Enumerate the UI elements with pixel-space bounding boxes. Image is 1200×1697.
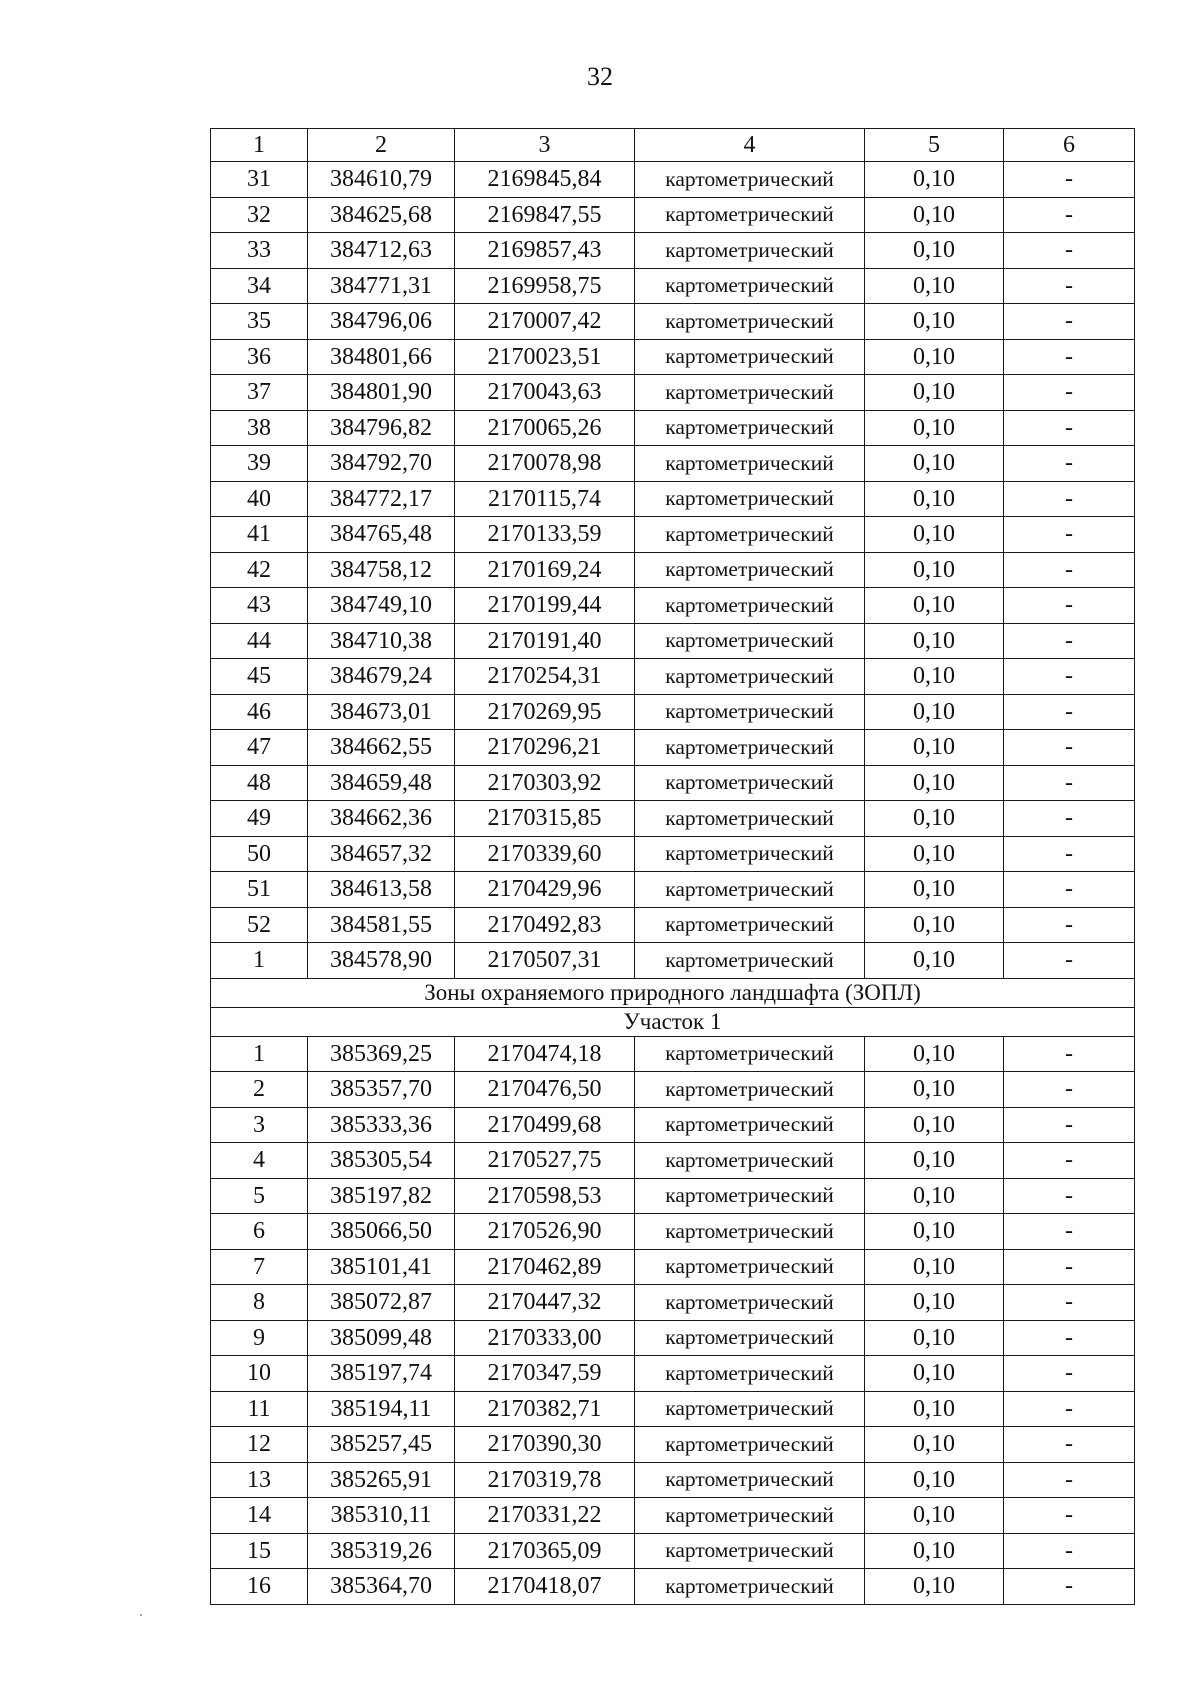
note-cell: - — [1004, 801, 1135, 837]
x-coordinate-cell: 384765,48 — [308, 517, 455, 553]
note-cell: - — [1004, 1178, 1135, 1214]
accuracy-cell: 0,10 — [865, 304, 1004, 340]
subsection-title-row — [211, 1007, 1135, 1036]
table-row — [211, 517, 1135, 553]
point-number-cell: 45 — [211, 659, 308, 695]
method-cell: картометрический — [635, 1391, 865, 1427]
header-cell-3: 3 — [455, 129, 635, 162]
accuracy-cell: 0,10 — [865, 197, 1004, 233]
x-coordinate-cell: 384581,55 — [308, 907, 455, 943]
y-coordinate-cell: 2170319,78 — [455, 1462, 635, 1498]
table-row — [211, 1462, 1135, 1498]
header-cell-4: 4 — [635, 129, 865, 162]
note-cell: - — [1004, 481, 1135, 517]
note-cell: - — [1004, 943, 1135, 979]
accuracy-cell: 0,10 — [865, 907, 1004, 943]
accuracy-cell: 0,10 — [865, 1320, 1004, 1356]
note-cell: - — [1004, 1391, 1135, 1427]
x-coordinate-cell: 385333,36 — [308, 1107, 455, 1143]
point-number-cell: 38 — [211, 410, 308, 446]
x-coordinate-cell: 384772,17 — [308, 481, 455, 517]
table-row — [211, 730, 1135, 766]
x-coordinate-cell: 384792,70 — [308, 446, 455, 482]
point-number-cell: 11 — [211, 1391, 308, 1427]
x-coordinate-cell: 384578,90 — [308, 943, 455, 979]
point-number-cell: 46 — [211, 694, 308, 730]
method-cell: картометрический — [635, 1462, 865, 1498]
x-coordinate-cell: 385197,82 — [308, 1178, 455, 1214]
y-coordinate-cell: 2170191,40 — [455, 623, 635, 659]
y-coordinate-cell: 2170527,75 — [455, 1143, 635, 1179]
note-cell: - — [1004, 623, 1135, 659]
x-coordinate-cell: 384662,55 — [308, 730, 455, 766]
note-cell: - — [1004, 1107, 1135, 1143]
x-coordinate-cell: 385101,41 — [308, 1249, 455, 1285]
note-cell: - — [1004, 1462, 1135, 1498]
x-coordinate-cell: 384749,10 — [308, 588, 455, 624]
method-cell: картометрический — [635, 410, 865, 446]
accuracy-cell: 0,10 — [865, 801, 1004, 837]
accuracy-cell: 0,10 — [865, 446, 1004, 482]
x-coordinate-cell: 384712,63 — [308, 233, 455, 269]
table-row — [211, 659, 1135, 695]
note-cell: - — [1004, 1533, 1135, 1569]
accuracy-cell: 0,10 — [865, 517, 1004, 553]
method-cell: картометрический — [635, 1072, 865, 1108]
table-row — [211, 233, 1135, 269]
y-coordinate-cell: 2170429,96 — [455, 872, 635, 908]
accuracy-cell: 0,10 — [865, 1569, 1004, 1605]
x-coordinate-cell: 384710,38 — [308, 623, 455, 659]
x-coordinate-cell: 385099,48 — [308, 1320, 455, 1356]
table-row — [211, 1320, 1135, 1356]
accuracy-cell: 0,10 — [865, 268, 1004, 304]
method-cell: картометрический — [635, 765, 865, 801]
y-coordinate-cell: 2170199,44 — [455, 588, 635, 624]
y-coordinate-cell: 2170347,59 — [455, 1356, 635, 1392]
note-cell: - — [1004, 552, 1135, 588]
accuracy-cell: 0,10 — [865, 730, 1004, 766]
table-row — [211, 1072, 1135, 1108]
table-body-after-section — [211, 1036, 1135, 1604]
method-cell: картометрический — [635, 730, 865, 766]
point-number-cell: 37 — [211, 375, 308, 411]
accuracy-cell: 0,10 — [865, 339, 1004, 375]
method-cell: картометрический — [635, 1143, 865, 1179]
y-coordinate-cell: 2170007,42 — [455, 304, 635, 340]
accuracy-cell: 0,10 — [865, 1498, 1004, 1534]
accuracy-cell: 0,10 — [865, 375, 1004, 411]
note-cell: - — [1004, 730, 1135, 766]
point-number-cell: 47 — [211, 730, 308, 766]
table-row — [211, 1285, 1135, 1321]
table-row — [211, 552, 1135, 588]
note-cell: - — [1004, 1498, 1135, 1534]
accuracy-cell: 0,10 — [865, 659, 1004, 695]
table-row — [211, 801, 1135, 837]
method-cell: картометрический — [635, 268, 865, 304]
y-coordinate-cell: 2170339,60 — [455, 836, 635, 872]
y-coordinate-cell: 2170447,32 — [455, 1285, 635, 1321]
y-coordinate-cell: 2170043,63 — [455, 375, 635, 411]
note-cell: - — [1004, 410, 1135, 446]
point-number-cell: 34 — [211, 268, 308, 304]
note-cell: - — [1004, 1036, 1135, 1072]
table-row — [211, 872, 1135, 908]
method-cell: картометрический — [635, 552, 865, 588]
method-cell: картометрический — [635, 1178, 865, 1214]
table-row — [211, 304, 1135, 340]
note-cell: - — [1004, 1214, 1135, 1250]
accuracy-cell: 0,10 — [865, 1285, 1004, 1321]
x-coordinate-cell: 384610,79 — [308, 162, 455, 198]
method-cell: картометрический — [635, 801, 865, 837]
subsection-title: Участок 1 — [211, 1007, 1135, 1036]
y-coordinate-cell: 2170269,95 — [455, 694, 635, 730]
y-coordinate-cell: 2170023,51 — [455, 339, 635, 375]
note-cell: - — [1004, 1143, 1135, 1179]
point-number-cell: 41 — [211, 517, 308, 553]
y-coordinate-cell: 2170133,59 — [455, 517, 635, 553]
table-row — [211, 1036, 1135, 1072]
x-coordinate-cell: 384796,06 — [308, 304, 455, 340]
y-coordinate-cell: 2170065,26 — [455, 410, 635, 446]
accuracy-cell: 0,10 — [865, 481, 1004, 517]
note-cell: - — [1004, 1356, 1135, 1392]
note-cell: - — [1004, 517, 1135, 553]
table-row — [211, 1569, 1135, 1605]
y-coordinate-cell: 2169847,55 — [455, 197, 635, 233]
point-number-cell: 1 — [211, 943, 308, 979]
table-row — [211, 694, 1135, 730]
x-coordinate-cell: 384662,36 — [308, 801, 455, 837]
note-cell: - — [1004, 304, 1135, 340]
note-cell: - — [1004, 694, 1135, 730]
table-row — [211, 1249, 1135, 1285]
table-row — [211, 1498, 1135, 1534]
point-number-cell: 31 — [211, 162, 308, 198]
y-coordinate-cell: 2170390,30 — [455, 1427, 635, 1463]
point-number-cell: 44 — [211, 623, 308, 659]
accuracy-cell: 0,10 — [865, 1143, 1004, 1179]
x-coordinate-cell: 385197,74 — [308, 1356, 455, 1392]
x-coordinate-cell: 384801,90 — [308, 375, 455, 411]
method-cell: картометрический — [635, 588, 865, 624]
accuracy-cell: 0,10 — [865, 623, 1004, 659]
x-coordinate-cell: 384613,58 — [308, 872, 455, 908]
x-coordinate-cell: 384758,12 — [308, 552, 455, 588]
note-cell: - — [1004, 1249, 1135, 1285]
method-cell: картометрический — [635, 659, 865, 695]
y-coordinate-cell: 2170526,90 — [455, 1214, 635, 1250]
accuracy-cell: 0,10 — [865, 1214, 1004, 1250]
method-cell: картометрический — [635, 1036, 865, 1072]
table-row — [211, 162, 1135, 198]
table-row — [211, 765, 1135, 801]
table-row — [211, 1533, 1135, 1569]
point-number-cell: 9 — [211, 1320, 308, 1356]
note-cell: - — [1004, 1320, 1135, 1356]
point-number-cell: 50 — [211, 836, 308, 872]
table-section-heading — [211, 978, 1135, 1036]
x-coordinate-cell: 385257,45 — [308, 1427, 455, 1463]
x-coordinate-cell: 385265,91 — [308, 1462, 455, 1498]
method-cell: картометрический — [635, 1427, 865, 1463]
method-cell: картометрический — [635, 623, 865, 659]
accuracy-cell: 0,10 — [865, 1249, 1004, 1285]
table-row — [211, 943, 1135, 979]
coordinates-table — [210, 128, 1135, 1605]
x-coordinate-cell: 385072,87 — [308, 1285, 455, 1321]
section-title: Зоны охраняемого природного ландшафта (ЗОПЛ) — [211, 978, 1135, 1007]
table-row — [211, 836, 1135, 872]
point-number-cell: 13 — [211, 1462, 308, 1498]
note-cell: - — [1004, 197, 1135, 233]
point-number-cell: 49 — [211, 801, 308, 837]
table-row — [211, 588, 1135, 624]
y-coordinate-cell: 2170078,98 — [455, 446, 635, 482]
y-coordinate-cell: 2170333,00 — [455, 1320, 635, 1356]
method-cell: картометрический — [635, 1285, 865, 1321]
method-cell: картометрический — [635, 1320, 865, 1356]
point-number-cell: 43 — [211, 588, 308, 624]
method-cell: картометрический — [635, 1214, 865, 1250]
method-cell: картометрический — [635, 233, 865, 269]
accuracy-cell: 0,10 — [865, 836, 1004, 872]
point-number-cell: 5 — [211, 1178, 308, 1214]
y-coordinate-cell: 2170492,83 — [455, 907, 635, 943]
method-cell: картометрический — [635, 943, 865, 979]
y-coordinate-cell: 2170254,31 — [455, 659, 635, 695]
note-cell: - — [1004, 1072, 1135, 1108]
method-cell: картометрический — [635, 1249, 865, 1285]
table-body-before-section — [211, 129, 1135, 979]
accuracy-cell: 0,10 — [865, 588, 1004, 624]
note-cell: - — [1004, 446, 1135, 482]
method-cell: картометрический — [635, 836, 865, 872]
accuracy-cell: 0,10 — [865, 1356, 1004, 1392]
method-cell: картометрический — [635, 907, 865, 943]
point-number-cell: 32 — [211, 197, 308, 233]
header-cell-6: 6 — [1004, 129, 1135, 162]
y-coordinate-cell: 2169857,43 — [455, 233, 635, 269]
accuracy-cell: 0,10 — [865, 1107, 1004, 1143]
y-coordinate-cell: 2170169,24 — [455, 552, 635, 588]
point-number-cell: 10 — [211, 1356, 308, 1392]
note-cell: - — [1004, 872, 1135, 908]
note-cell: - — [1004, 233, 1135, 269]
x-coordinate-cell: 384771,31 — [308, 268, 455, 304]
x-coordinate-cell: 384657,32 — [308, 836, 455, 872]
note-cell: - — [1004, 659, 1135, 695]
x-coordinate-cell: 384679,24 — [308, 659, 455, 695]
point-number-cell: 7 — [211, 1249, 308, 1285]
table-row — [211, 375, 1135, 411]
method-cell: картометрический — [635, 446, 865, 482]
method-cell: картометрический — [635, 304, 865, 340]
accuracy-cell: 0,10 — [865, 1533, 1004, 1569]
point-number-cell: 35 — [211, 304, 308, 340]
y-coordinate-cell: 2169958,75 — [455, 268, 635, 304]
x-coordinate-cell: 384673,01 — [308, 694, 455, 730]
note-cell: - — [1004, 268, 1135, 304]
table-row — [211, 1143, 1135, 1179]
accuracy-cell: 0,10 — [865, 162, 1004, 198]
x-coordinate-cell: 385194,11 — [308, 1391, 455, 1427]
method-cell: картометрический — [635, 1107, 865, 1143]
y-coordinate-cell: 2170382,71 — [455, 1391, 635, 1427]
accuracy-cell: 0,10 — [865, 1462, 1004, 1498]
point-number-cell: 16 — [211, 1569, 308, 1605]
accuracy-cell: 0,10 — [865, 943, 1004, 979]
x-coordinate-cell: 385357,70 — [308, 1072, 455, 1108]
section-title-row — [211, 978, 1135, 1007]
note-cell: - — [1004, 907, 1135, 943]
y-coordinate-cell: 2170418,07 — [455, 1569, 635, 1605]
point-number-cell: 6 — [211, 1214, 308, 1250]
accuracy-cell: 0,10 — [865, 552, 1004, 588]
accuracy-cell: 0,10 — [865, 410, 1004, 446]
table-row — [211, 197, 1135, 233]
y-coordinate-cell: 2170296,21 — [455, 730, 635, 766]
note-cell: - — [1004, 1285, 1135, 1321]
header-cell-2: 2 — [308, 129, 455, 162]
note-cell: - — [1004, 339, 1135, 375]
table-row — [211, 410, 1135, 446]
x-coordinate-cell: 384796,82 — [308, 410, 455, 446]
accuracy-cell: 0,10 — [865, 765, 1004, 801]
point-number-cell: 1 — [211, 1036, 308, 1072]
x-coordinate-cell: 384659,48 — [308, 765, 455, 801]
method-cell: картометрический — [635, 375, 865, 411]
x-coordinate-cell: 385364,70 — [308, 1569, 455, 1605]
x-coordinate-cell: 384625,68 — [308, 197, 455, 233]
y-coordinate-cell: 2170303,92 — [455, 765, 635, 801]
method-cell: картометрический — [635, 481, 865, 517]
y-coordinate-cell: 2170331,22 — [455, 1498, 635, 1534]
y-coordinate-cell: 2170476,50 — [455, 1072, 635, 1108]
accuracy-cell: 0,10 — [865, 872, 1004, 908]
point-number-cell: 40 — [211, 481, 308, 517]
table-row — [211, 1427, 1135, 1463]
point-number-cell: 4 — [211, 1143, 308, 1179]
y-coordinate-cell: 2170115,74 — [455, 481, 635, 517]
method-cell: картометрический — [635, 1498, 865, 1534]
point-number-cell: 15 — [211, 1533, 308, 1569]
accuracy-cell: 0,10 — [865, 1072, 1004, 1108]
accuracy-cell: 0,10 — [865, 1036, 1004, 1072]
note-cell: - — [1004, 375, 1135, 411]
point-number-cell: 39 — [211, 446, 308, 482]
point-number-cell: 14 — [211, 1498, 308, 1534]
method-cell: картометрический — [635, 197, 865, 233]
x-coordinate-cell: 385066,50 — [308, 1214, 455, 1250]
note-cell: - — [1004, 1427, 1135, 1463]
note-cell: - — [1004, 588, 1135, 624]
header-cell-1: 1 — [211, 129, 308, 162]
point-number-cell: 52 — [211, 907, 308, 943]
accuracy-cell: 0,10 — [865, 1391, 1004, 1427]
table-row — [211, 1178, 1135, 1214]
method-cell: картометрический — [635, 872, 865, 908]
note-cell: - — [1004, 836, 1135, 872]
method-cell: картометрический — [635, 1356, 865, 1392]
y-coordinate-cell: 2170598,53 — [455, 1178, 635, 1214]
method-cell: картометрический — [635, 517, 865, 553]
table-row — [211, 446, 1135, 482]
accuracy-cell: 0,10 — [865, 1178, 1004, 1214]
table-row — [211, 268, 1135, 304]
note-cell: - — [1004, 765, 1135, 801]
table-row — [211, 1214, 1135, 1250]
y-coordinate-cell: 2170507,31 — [455, 943, 635, 979]
method-cell: картометрический — [635, 694, 865, 730]
table-row — [211, 1356, 1135, 1392]
x-coordinate-cell: 385369,25 — [308, 1036, 455, 1072]
method-cell: картометрический — [635, 1533, 865, 1569]
point-number-cell: 12 — [211, 1427, 308, 1463]
scan-speck — [140, 1614, 142, 1616]
y-coordinate-cell: 2170315,85 — [455, 801, 635, 837]
header-cell-5: 5 — [865, 129, 1004, 162]
note-cell: - — [1004, 162, 1135, 198]
y-coordinate-cell: 2170462,89 — [455, 1249, 635, 1285]
y-coordinate-cell: 2170365,09 — [455, 1533, 635, 1569]
method-cell: картометрический — [635, 339, 865, 375]
x-coordinate-cell: 384801,66 — [308, 339, 455, 375]
note-cell: - — [1004, 1569, 1135, 1605]
x-coordinate-cell: 385305,54 — [308, 1143, 455, 1179]
page-number: 32 — [587, 62, 613, 91]
table-row — [211, 623, 1135, 659]
x-coordinate-cell: 385319,26 — [308, 1533, 455, 1569]
point-number-cell: 36 — [211, 339, 308, 375]
method-cell: картометрический — [635, 162, 865, 198]
point-number-cell: 48 — [211, 765, 308, 801]
y-coordinate-cell: 2170474,18 — [455, 1036, 635, 1072]
point-number-cell: 42 — [211, 552, 308, 588]
table-row — [211, 1107, 1135, 1143]
accuracy-cell: 0,10 — [865, 694, 1004, 730]
x-coordinate-cell: 385310,11 — [308, 1498, 455, 1534]
point-number-cell: 51 — [211, 872, 308, 908]
point-number-cell: 3 — [211, 1107, 308, 1143]
table-row — [211, 1391, 1135, 1427]
table-header-row — [211, 129, 1135, 162]
accuracy-cell: 0,10 — [865, 1427, 1004, 1463]
point-number-cell: 2 — [211, 1072, 308, 1108]
table-row — [211, 339, 1135, 375]
point-number-cell: 8 — [211, 1285, 308, 1321]
point-number-cell: 33 — [211, 233, 308, 269]
table-row — [211, 481, 1135, 517]
y-coordinate-cell: 2169845,84 — [455, 162, 635, 198]
y-coordinate-cell: 2170499,68 — [455, 1107, 635, 1143]
accuracy-cell: 0,10 — [865, 233, 1004, 269]
method-cell: картометрический — [635, 1569, 865, 1605]
table-row — [211, 907, 1135, 943]
